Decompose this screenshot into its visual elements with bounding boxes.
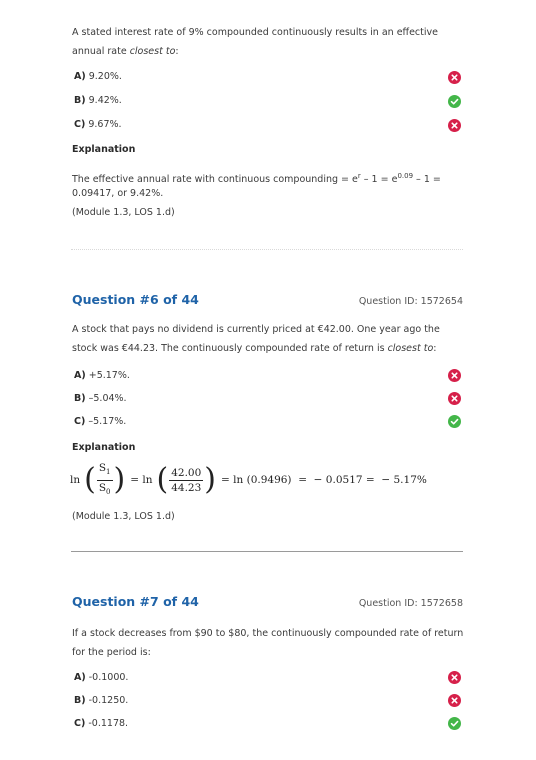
q5-option-b[interactable]: B) 9.42%. <box>74 95 122 106</box>
q5-module-ref: (Module 1.3, LOS 1.d) <box>72 207 175 218</box>
divider <box>71 249 463 250</box>
formula-eq1: = ln <box>130 474 153 486</box>
right-paren: ) <box>204 462 216 497</box>
q6-formula <box>70 460 427 500</box>
fraction-prices: 42.00 44.23 <box>171 466 202 494</box>
q5-option-a[interactable]: A) 9.20%. <box>74 71 122 82</box>
formula-ln: ln <box>70 474 81 486</box>
q7-option-a[interactable]: A) -0.1000. <box>74 672 129 683</box>
question-6-text: A stock that pays no dividend is currently priced at €42.00. One year ago the stock was €44.23. The continuously compounded rate of return is closest to: <box>72 324 440 354</box>
q6-module-ref: (Module 1.3, LOS 1.d) <box>72 511 175 522</box>
divider <box>71 551 463 552</box>
question-5-text: A stated interest rate of 9% compounded continuously results in an effective annual rate closest to: <box>72 27 438 57</box>
q7-option-c[interactable]: C) -0.1178. <box>74 718 129 729</box>
explanation-title: Explanation <box>72 144 136 155</box>
question-6-title: Question #6 of 44 <box>72 292 199 307</box>
question-7-id: Question ID: 1572658 <box>358 598 463 609</box>
left-paren: ( <box>156 462 169 497</box>
question-7-title: Question #7 of 44 <box>72 594 199 609</box>
left-paren: ( <box>84 462 96 497</box>
q5-explanation-text: The effective annual rate with continuous compounding = $e^r - 1 = e^{0.09} - 1 = 0.09417$, or 9.42%. <box>72 172 441 200</box>
check-circle-icon <box>448 95 461 108</box>
q6-option-c[interactable]: C) –5.17%. <box>74 416 127 427</box>
check-circle-icon <box>448 717 461 730</box>
q6-option-b[interactable]: B) –5.04%. <box>74 393 127 404</box>
check-circle-icon <box>448 415 461 428</box>
right-paren: ) <box>113 462 126 497</box>
q5-option-c[interactable]: C) 9.67%. <box>74 119 122 130</box>
x-circle-icon <box>448 694 461 707</box>
q7-option-b[interactable]: B) -0.1250. <box>74 695 129 706</box>
explanation-title: Explanation <box>72 442 136 453</box>
formula-result: = ln (0.9496) = − 0.0517 = − 5.17% <box>221 474 427 486</box>
x-circle-icon <box>448 671 461 684</box>
question-6-id: Question ID: 1572654 <box>358 296 463 307</box>
x-circle-icon <box>448 71 461 84</box>
q6-option-a[interactable]: A) +5.17%. <box>74 370 130 381</box>
question-7-text: If a stock decreases from $90 to $80, the continuously compounded rate of return for the period is: <box>72 628 464 658</box>
x-circle-icon <box>448 369 461 382</box>
x-circle-icon <box>448 392 461 405</box>
x-circle-icon <box>448 119 461 132</box>
fraction-s1-s0: $S_1$ $S_0$ <box>98 462 111 496</box>
